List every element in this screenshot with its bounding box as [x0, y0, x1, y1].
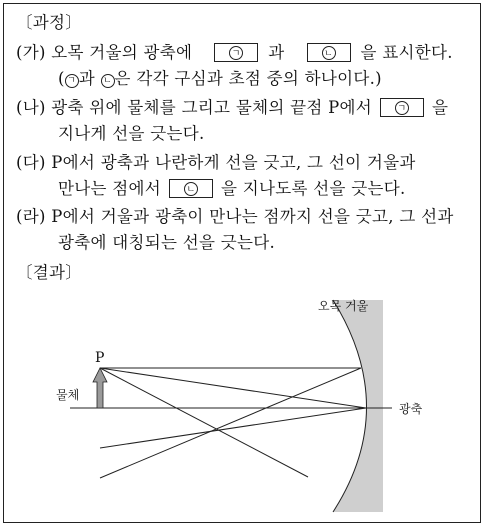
circle-symbol-b: ㄴ: [322, 46, 336, 60]
circle-symbol-b: ㄴ: [101, 74, 115, 88]
ray-through-center: [100, 368, 308, 477]
step-text: P에서 광축과 나란하게 선을 긋고, 그 선이 거울과: [51, 153, 416, 172]
point-label: P: [95, 350, 105, 366]
step-text: 과: [78, 69, 95, 88]
ray-reflected-symmetric: [100, 408, 366, 448]
step-label: (나): [16, 98, 46, 117]
step-label: (가): [16, 43, 46, 62]
step-text: 을 지나도록 선을 긋는다.: [220, 179, 406, 198]
object-arrow: [93, 368, 107, 408]
step-text: 과: [268, 43, 285, 62]
step-text: 오목 거울의 광축에: [51, 43, 193, 62]
concave-mirror: [333, 300, 383, 512]
object-label: 물체: [56, 388, 80, 402]
step-text: 은 각각 구심과 초점 중의 하나이다.): [114, 69, 382, 88]
step-text: P에서 거울과 광축이 만나는 점까지 선을 긋고, 그 선과: [51, 207, 454, 226]
step-ra-cont: 광축에 대칭되는 선을 긋는다.: [58, 233, 276, 252]
circle-symbol-a: ㄱ: [395, 101, 409, 115]
circle-symbol-a: ㄱ: [229, 46, 243, 60]
step-ga-note: ( ㄱ 과 ㄴ 은 각각 구심과 초점 중의 하나이다.): [58, 69, 382, 88]
step-label: (다): [16, 153, 46, 172]
step-label: (라): [16, 207, 46, 226]
process-title: 〔과정〕: [16, 13, 83, 32]
circle-symbol-a: ㄱ: [65, 74, 79, 88]
mirror-label: 오목 거울: [318, 299, 369, 313]
result-title: 〔결과〕: [16, 263, 83, 282]
ray-to-vertex: [100, 368, 366, 408]
step-text: 광축 위에 물체를 그리고 물체의 끝점 P에서: [51, 98, 372, 117]
ray-reflected-through-focus: [100, 368, 361, 478]
step-text: 만나는 점에서: [58, 179, 161, 198]
axis-label: 광축: [399, 402, 423, 416]
circle-symbol-b: ㄴ: [184, 182, 198, 196]
step-text: 을 표시한다.: [360, 43, 453, 62]
step-text: 을: [432, 98, 449, 117]
step-na-cont: 지나게 선을 긋는다.: [58, 124, 205, 143]
